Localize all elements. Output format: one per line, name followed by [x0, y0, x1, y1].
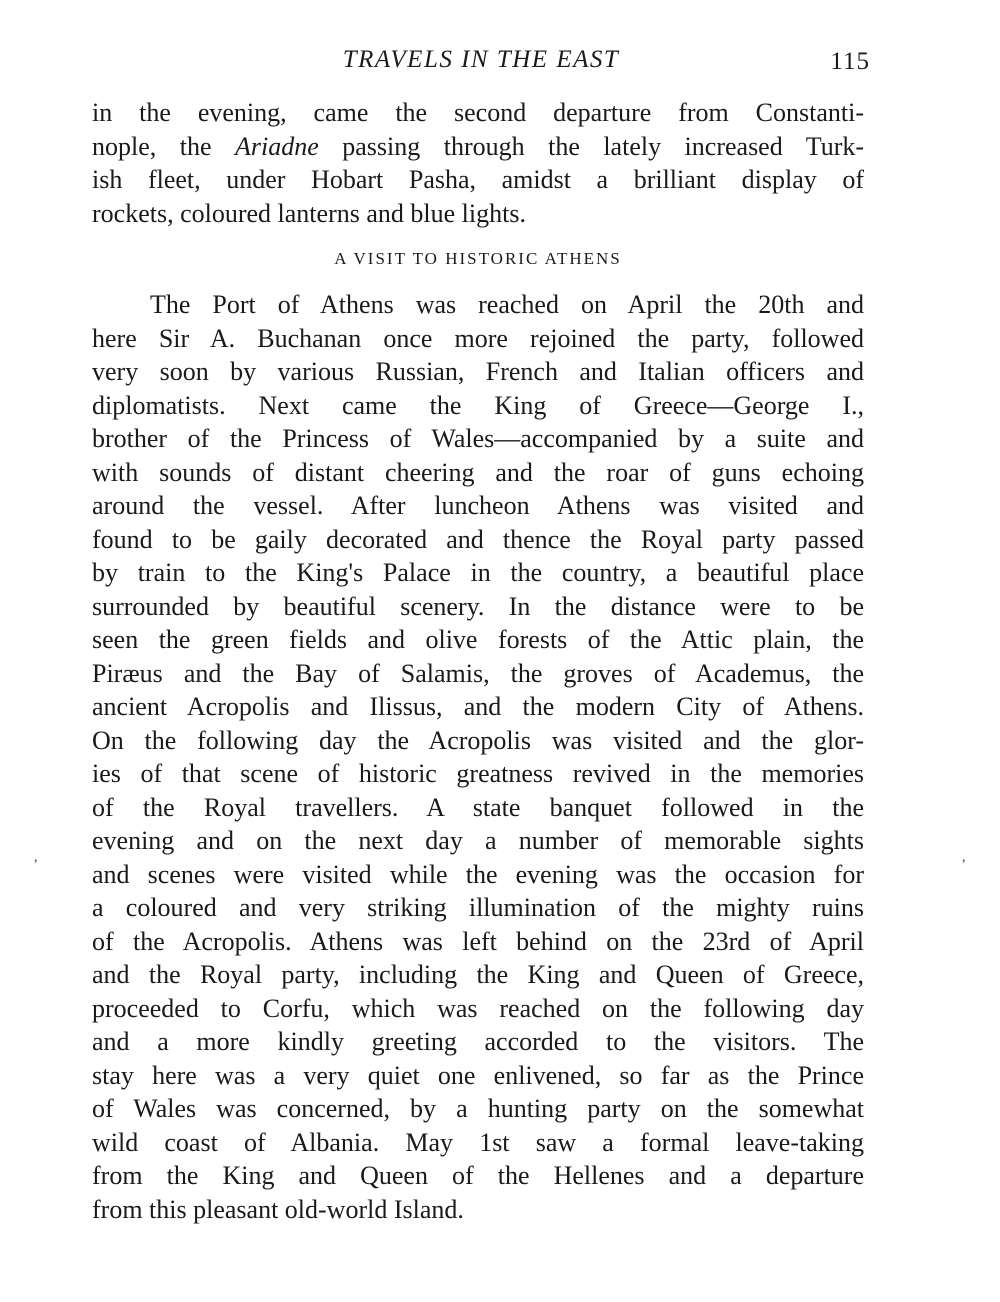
text-line: of the Royal travellers. A state banquet followed in the [92, 792, 864, 822]
text-line: evening and on the next day a number of memorable sights [92, 826, 864, 855]
text-line: The Port of Athens was reached on April the 20th and [150, 290, 864, 319]
text-line: wild coast of Albania. May 1st saw a formal leave-taking [92, 1127, 864, 1157]
running-title: TRAVELS IN THE EAST [342, 46, 620, 73]
section-heading: A VISIT TO HISTORIC ATHENS [334, 249, 622, 268]
text-line: and a more kindly greeting accorded to the visitors. The [92, 1027, 864, 1056]
text-line [92, 130, 864, 164]
text-line: ancient Acropolis and Ilissus, and the modern City of Athens. [92, 692, 864, 721]
page-number: 115 [830, 48, 870, 75]
text-fragment: passing through the lately increased Turk- [342, 131, 865, 161]
text-line: from the King and Queen of the Hellenes and a departure [92, 1161, 864, 1190]
text-line: ish fleet, under Hobart Pasha, amidst a brilliant display of [92, 165, 864, 194]
text-line: here Sir A. Buchanan once more rejoined the party, followed [92, 323, 864, 353]
text-line: diplomatists. Next came the King of Greece—George I., [92, 390, 864, 420]
text-line: seen the green fields and olive forests of the Attic plain, the [92, 625, 864, 654]
text-line: Piræus and the Bay of Salamis, the groves of Academus, the [92, 658, 864, 688]
text-line: around the vessel. After luncheon Athens was visited and [92, 491, 864, 520]
text-line: from this pleasant old-world Island. [92, 1194, 464, 1224]
paragraph-2 [92, 288, 864, 1226]
text-line: a coloured and very striking illumination of the mighty ruins [92, 893, 864, 922]
text-line: with sounds of distant cheering and the roar of guns echoing [92, 457, 864, 487]
text-line: found to be gaily decorated and thence the Royal party passed [92, 524, 864, 554]
body-text [92, 96, 864, 1226]
text-line: brother of the Princess of Wales—accompanied by a suite and [92, 424, 864, 453]
text-line: in the evening, came the second departure from Constanti- [92, 98, 864, 127]
text-line: and scenes were visited while the evening was the occasion for [92, 859, 864, 889]
text-line: surrounded by beautiful scenery. In the distance were to be [92, 591, 864, 621]
text-line: proceeded to Corfu, which was reached on the following day [92, 993, 864, 1023]
text-line: On the following day the Acropolis was visited and the glor- [92, 725, 864, 755]
running-head [92, 42, 870, 78]
text-line: rockets, coloured lanterns and blue lights. [92, 198, 526, 228]
text-fragment: nople, the [92, 131, 212, 161]
text-line: ies of that scene of historic greatness revived in the memories [92, 759, 864, 788]
text-line: by train to the King's Palace in the country, a beautiful place [92, 558, 864, 587]
scan-speck-left: , [34, 850, 38, 865]
ship-name-italic: Ariadne [235, 131, 319, 161]
text-line: of Wales was concerned, by a hunting party on the somewhat [92, 1094, 864, 1123]
text-line: stay here was a very quiet one enlivened, so far as the Prince [92, 1060, 864, 1090]
text-line: very soon by various Russian, French and Italian officers and [92, 357, 864, 386]
text-line: and the Royal party, including the King and Queen of Greece, [92, 960, 864, 989]
paragraph-1 [92, 96, 864, 230]
scan-speck-right: , [962, 850, 966, 865]
text-line: of the Acropolis. Athens was left behind on the 23rd of April [92, 926, 864, 956]
